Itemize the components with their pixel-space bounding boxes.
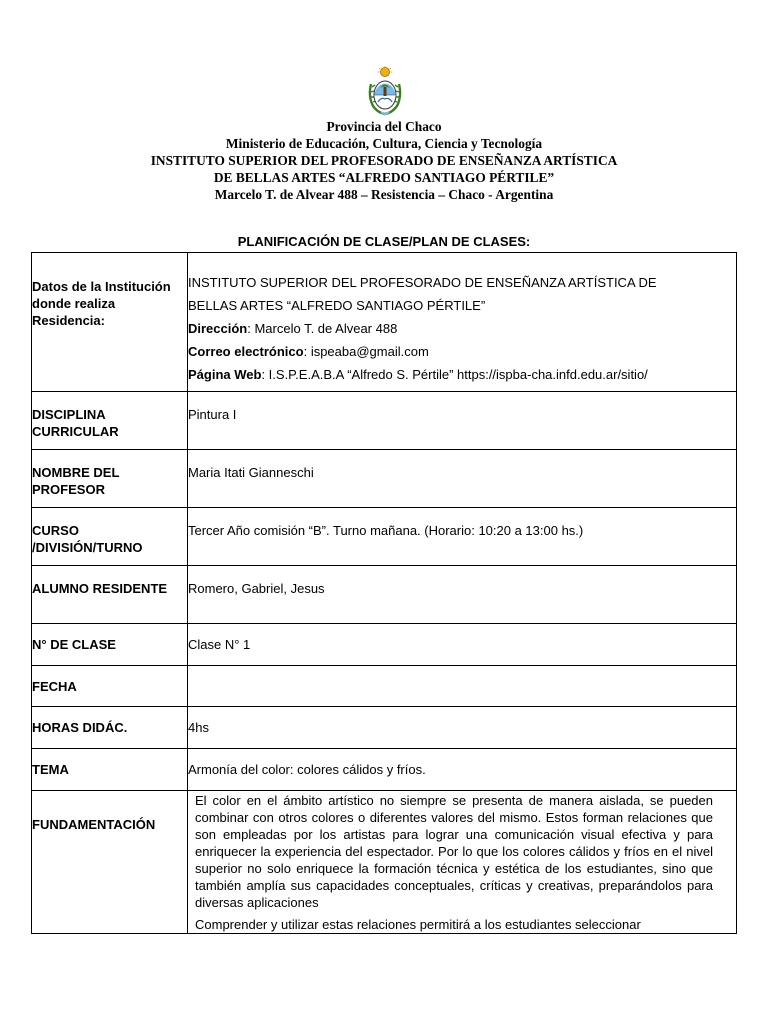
horas-label: HORAS DIDÁC. bbox=[32, 707, 188, 749]
table-row-profesor bbox=[32, 450, 737, 508]
fecha-label: FECHA bbox=[32, 666, 188, 707]
disciplina-value: Pintura I bbox=[188, 392, 737, 450]
web-value: : I.S.P.E.A.B.A “Alfredo S. Pértile” https://ispba-cha.infd.edu.ar/sitio/ bbox=[261, 367, 648, 382]
institution-name-line1: INSTITUTO SUPERIOR DEL PROFESORADO DE ENSEÑANZA ARTÍSTICA DE bbox=[188, 275, 657, 290]
web-label: Página Web bbox=[188, 367, 262, 382]
alumno-label: ALUMNO RESIDENTE bbox=[32, 566, 188, 624]
email-label: Correo electrónico bbox=[188, 344, 304, 359]
header-institute: INSTITUTO SUPERIOR DEL PROFESORADO DE ENSEÑANZA ARTÍSTICA bbox=[150, 153, 618, 168]
email-value: : ispeaba@gmail.com bbox=[303, 344, 429, 359]
table-row-fundamentacion bbox=[32, 791, 737, 934]
institution-label: Datos de la Institución donde realiza Residencia: bbox=[32, 253, 188, 392]
table-row-disciplina bbox=[32, 392, 737, 450]
institution-address bbox=[188, 317, 736, 340]
header-institute-name: DE BELLAS ARTES “ALFREDO SANTIAGO PÉRTILE” bbox=[213, 170, 555, 185]
table-row-alumno bbox=[32, 566, 737, 624]
table-row-clase bbox=[32, 624, 737, 666]
address-value: : Marcelo T. de Alvear 488 bbox=[247, 321, 398, 336]
tema-value: Armonía del color: colores cálidos y fríos. bbox=[188, 749, 737, 791]
institution-name-line2: BELLAS ARTES “ALFREDO SANTIAGO PÉRTILE” bbox=[188, 298, 486, 313]
profesor-label: NOMBRE DEL PROFESOR bbox=[32, 450, 188, 508]
clase-value: Clase N° 1 bbox=[188, 624, 737, 666]
header-province: Provincia del Chaco bbox=[326, 119, 442, 134]
fundamentacion-paragraph-2: Comprender y utilizar estas relaciones permitirá a los estudiantes seleccionar bbox=[195, 917, 641, 932]
fundamentacion-text bbox=[188, 791, 737, 934]
table-row-tema bbox=[32, 749, 737, 791]
table-row-horas bbox=[32, 707, 737, 749]
fundamentacion-label: FUNDAMENTACIÓN bbox=[32, 791, 188, 934]
clase-label: N° DE CLASE bbox=[32, 624, 188, 666]
fundamentacion-paragraph-1: El color en el ámbito artístico no siempre se presenta de manera aislada, se pueden combinar con otros colores o diferentes valores del mismo. Estos forman relaciones que son empleadas por los artistas para lograr una comunicación visual efectiva y para enriquecer la experiencia del espectador. Por lo que los colores cálidos y fríos en el nivel superior no solo enriquece la formación técnica y estética de los estudiantes, sino que también amplía sus capacidades conceptuales, críticas y creativas, preparándolos para diversas aplicaciones bbox=[195, 793, 713, 910]
table-row-fecha bbox=[32, 666, 737, 707]
table-row-curso bbox=[32, 508, 737, 566]
disciplina-label: DISCIPLINA CURRICULAR bbox=[32, 392, 188, 450]
header-ministry: Ministerio de Educación, Cultura, Ciencia y Tecnología bbox=[225, 136, 543, 151]
province-seal-icon bbox=[367, 66, 403, 116]
curso-label: CURSO /DIVISIÓN/TURNO bbox=[32, 508, 188, 566]
institution-email bbox=[188, 340, 736, 363]
document-header bbox=[0, 118, 768, 203]
tema-label: TEMA bbox=[32, 749, 188, 791]
plan-table bbox=[31, 252, 737, 934]
profesor-value: Maria Itati Gianneschi bbox=[188, 450, 737, 508]
institution-data bbox=[188, 253, 737, 392]
header-address: Marcelo T. de Alvear 488 – Resistencia – Chaco - Argentina bbox=[214, 187, 554, 202]
horas-value: 4hs bbox=[188, 707, 737, 749]
institution-web bbox=[188, 363, 736, 386]
fecha-value bbox=[188, 666, 737, 707]
alumno-value: Romero, Gabriel, Jesus bbox=[188, 566, 737, 624]
table-row-institution bbox=[32, 253, 737, 392]
plan-title: PLANIFICACIÓN DE CLASE/PLAN DE CLASES: bbox=[237, 234, 531, 249]
curso-value: Tercer Año comisión “B”. Turno mañana. (Horario: 10:20 a 13:00 hs.) bbox=[188, 508, 737, 566]
address-label: Dirección bbox=[188, 321, 248, 336]
